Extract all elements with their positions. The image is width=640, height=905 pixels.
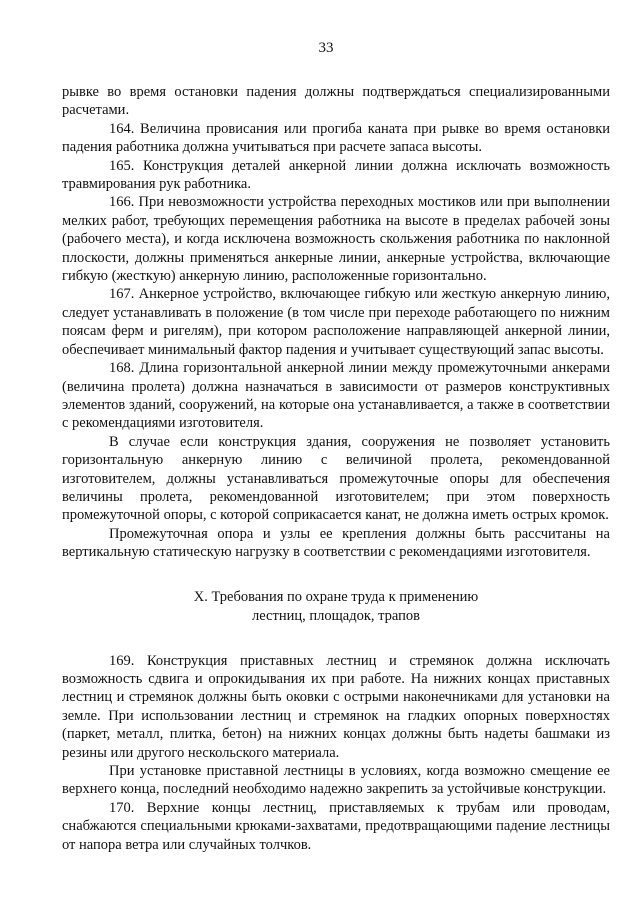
section-heading: [62, 588, 610, 626]
paragraph: Промежуточная опора и узлы ее крепления должны быть рассчитаны на вертикальную статическую нагрузку в соответствии с рекомендациями изготовителя.: [62, 525, 610, 561]
paragraph: 166. При невозможности устройства переходных мостиков или при выполнении мелких работ, требующих перемещения работника на высоте в пределах рабочей зоны (рабочего места), и когда исключена возможность скольжения работника по наклонной плоскости, должны применяться анкерные линии, анкерные устройства, включающие гибкую (жесткую) анкерную линию, расположенные горизонтально.: [62, 194, 610, 285]
page-number: 33: [318, 40, 334, 56]
paragraph: 167. Анкерное устройство, включающее гибкую или жесткую анкерную линию, следует устанавливать в положение (в том числе при переходе работающего по нижним поясам ферм и ригелям), при котором расположение направляющей анкерной линии, обеспечивает минимальный фактор падения и учитывает существующий запас высоты.: [62, 286, 610, 358]
paragraph: 165. Конструкция деталей анкерной линии должна исключать возможность травмирования рук работника.: [62, 157, 610, 193]
section-heading-line: X. Требования по охране труда к применению: [193, 588, 479, 605]
document-body: [62, 83, 610, 854]
paragraph: 169. Конструкция приставных лестниц и стремянок должна исключать возможность сдвига и опрокидывания их при работе. На нижних концах приставных лестниц и стремянок должны быть оковки с острыми наконечниками для установки на земле. При использовании лестниц и стремянок на гладких опорных поверхностях (паркет, металл, плитка, бетон) на нижних концах должны быть надеты башмаки из резины или другого нескольского материала.: [62, 652, 610, 761]
paragraph: В случае если конструкция здания, сооружения не позволяет установить горизонтальную анкерную линию с величиной пролета, рекомендованной изготовителем, должны устанавливаться промежуточные опоры для обеспечения величины пролета, рекомендованной изготовителем; при этом поверхность промежуточной опоры, с которой соприкасается канат, не должна иметь острых кромок.: [62, 433, 610, 524]
section-heading-line: лестниц, площадок, трапов: [252, 607, 420, 624]
paragraph: При установке приставной лестницы в условиях, когда возможно смещение ее верхнего конца, последний необходимо надежно закрепить за устойчивые конструкции.: [62, 763, 610, 798]
paragraph: рывке во время остановки падения должны подтверждаться специализированными расчетами.: [62, 84, 610, 119]
paragraph: 168. Длина горизонтальной анкерной линии между промежуточными анкерами (величина пролета) должна назначаться в зависимости от размеров конструктивных элементов зданий, сооружений, на которые она устанавливается, а также в соответствии с рекомендациями изготовителя.: [62, 360, 610, 432]
paragraph: 164. Величина провисания или прогиба каната при рывке во время остановки падения работника должна учитываться при расчете запаса высоты.: [62, 120, 610, 156]
paragraph: 170. Верхние концы лестниц, приставляемых к трубам или проводам, снабжаются специальными крюками-захватами, предотвращающими падение лестницы от напора ветра или случайных толчков.: [62, 799, 610, 853]
